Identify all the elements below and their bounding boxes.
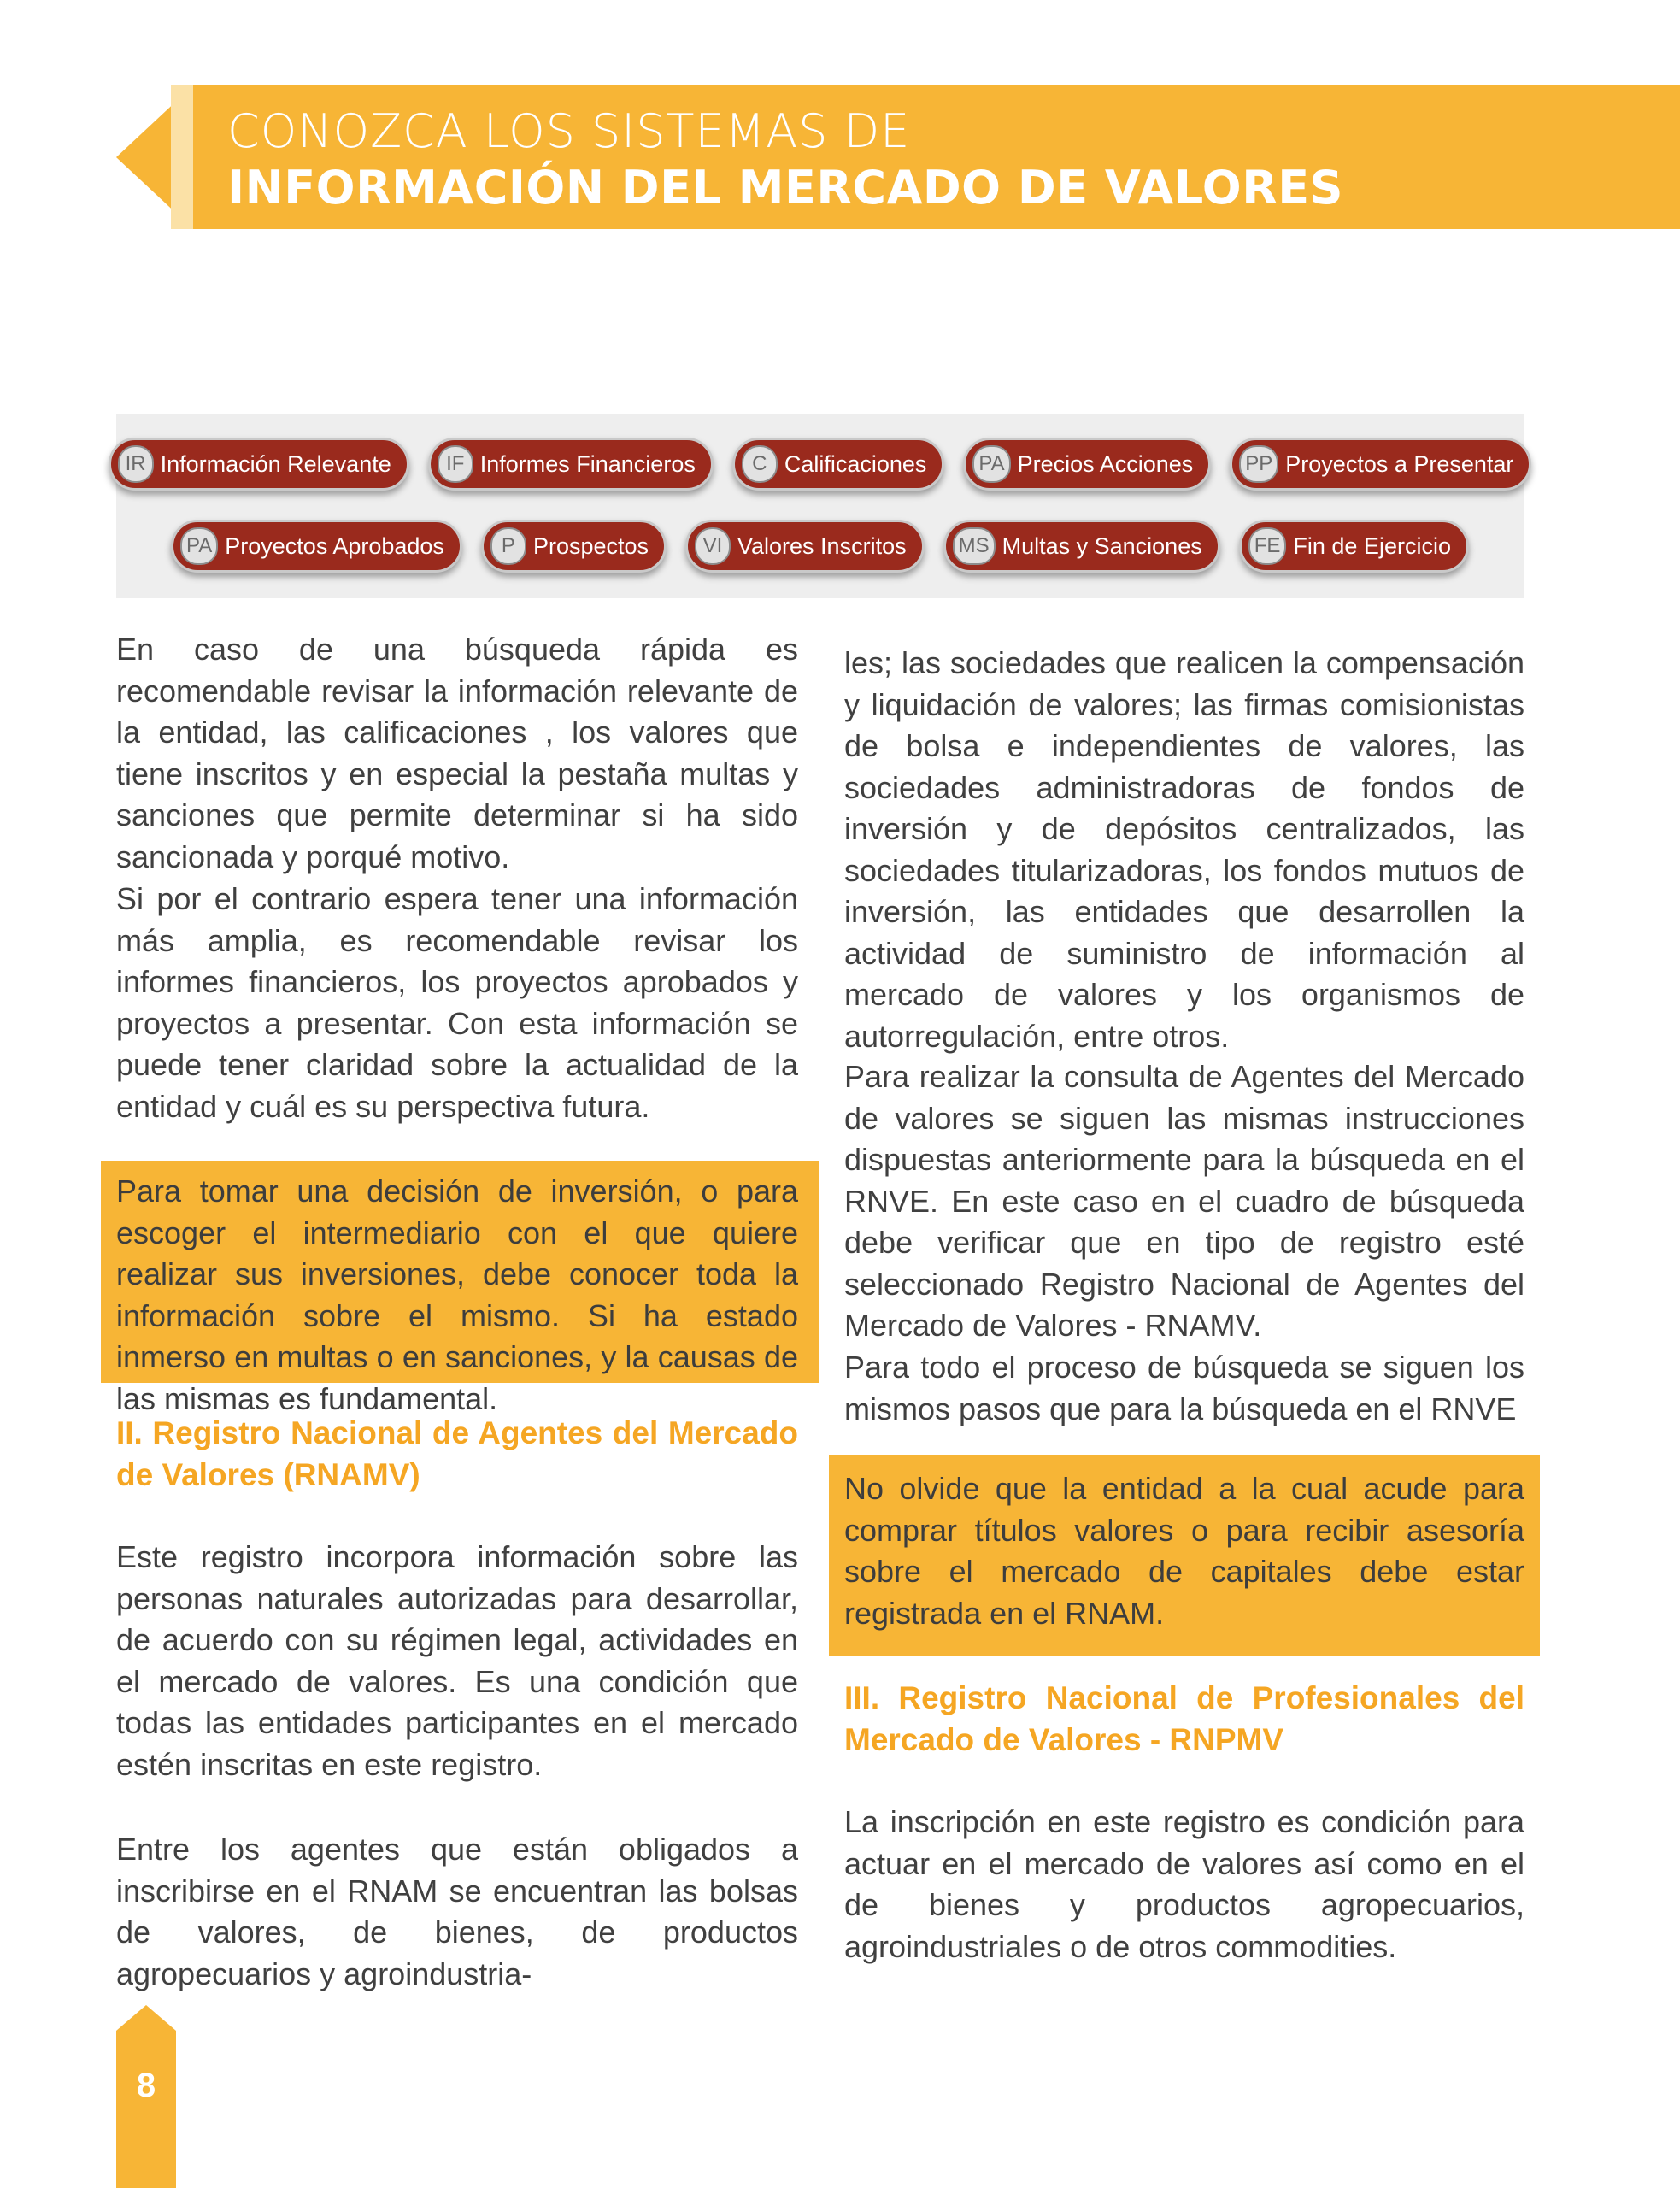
tab-label: Precios Acciones <box>1017 450 1194 477</box>
page-number-bar <box>116 2031 176 2188</box>
header-stripe <box>171 85 193 229</box>
tab-code-badge: IF <box>438 445 473 483</box>
tab-row-1 <box>116 438 1524 494</box>
tab-multas-y-sanciones[interactable] <box>943 520 1220 573</box>
right-paragraph-1: les; las sociedades que realicen la compensación y liquidación de valores; las firmas comisionistas de bolsa e independientes de valores, las sociedades administradoras de fondos de inversión y de depósitos centralizados, las sociedades titularizadoras, los fondos mutuos de inversión, las entidades que desarrollen la actividad de suministro de información al mercado de valores y los organismos de autorregulación, entre otros. <box>844 645 1524 1054</box>
header-title-line2: INFORMACIÓN DEL MERCADO DE VALORES <box>227 161 1344 215</box>
tab-code-badge: P <box>490 527 526 565</box>
tab-label: Fin de Ejercicio <box>1293 532 1451 559</box>
right-highlight-text: No olvide que la entidad a la cual acude para comprar títulos valores o para recibir asesoría sobre el mercado de capitales debe estar registrada en el RNAM. <box>844 1471 1524 1631</box>
tabs-screenshot <box>116 414 1524 598</box>
tab-label: Información Relevante <box>160 450 391 477</box>
left-paragraph-3: Este registro incorpora información sobre las personas naturales autorizadas para desarrollar, de acuerdo con su régimen legal, actividades en el mercado de valores. Es una condición que todas las entidades participantes en el mercado estén inscritas en este registro. <box>116 1539 798 1782</box>
right-paragraph-4: La inscripción en este registro es condición para actuar en el mercado de valores así como en el de bienes y productos agropecuarios, agroindustriales o de otros commodities. <box>844 1804 1524 1964</box>
tab-proyectos-aprobados[interactable] <box>171 520 462 573</box>
tab-label: Valores Inscritos <box>737 532 907 559</box>
tab-label: Proyectos Aprobados <box>225 532 444 559</box>
left-paragraph-1: En caso de una búsqueda rápida es recomendable revisar la información relevante de la entidad, las calificaciones , los valores que tiene inscritos y en especial la pestaña multas y sanciones que permite determinar si ha sido sancionada y porqué motivo. <box>116 632 798 874</box>
section-heading-rnpmv: III. Registro Nacional de Profesionales del Mercado de Valores - RNPMV <box>844 1680 1524 1757</box>
tab-label: Multas y Sanciones <box>1002 532 1202 559</box>
tab-code-badge: IR <box>118 445 154 483</box>
left-paragraph-2: Si por el contrario espera tener una información más amplia, es recomendable revisar los informes financieros, los proyectos aprobados y proyectos a presentar. Con esta información se puede tener claridad sobre la actualidad de la entidad y cuál es su perspectiva futura. <box>116 881 798 1124</box>
tab-label: Proyectos a Presentar <box>1285 450 1514 477</box>
left-highlight-text: Para tomar una decisión de inversión, o para escoger el intermediario con el que quiere realizar sus inversiones, debe conocer toda la información sobre el mismo. Si ha estado inmerso en multas o en sanciones, y la causas de las mismas es fundamental. <box>116 1173 798 1416</box>
tab-row-2 <box>116 520 1524 576</box>
tab-code-badge: FE <box>1248 527 1287 565</box>
tab-code-badge: MS <box>953 527 996 565</box>
right-highlight-box <box>829 1455 1540 1656</box>
tab-label: Informes Financieros <box>479 450 696 477</box>
tab-code-badge: C <box>742 445 778 483</box>
header-title-line1: CONOZCA LOS SISTEMAS DE <box>227 104 911 158</box>
right-paragraph-2: Para realizar la consulta de Agentes del Mercado de valores se siguen las mismas instrucciones dispuestas anteriormente para la búsqueda en el RNVE. En este caso en el cuadro de búsqueda debe verificar que en tipo de registro esté seleccionado Registro Nacional de Agentes del Mercado de Valores - RNAMV. <box>844 1059 1524 1343</box>
tab-valores-inscritos[interactable] <box>685 520 925 573</box>
tab-calificaciones[interactable] <box>732 438 945 491</box>
tab-label: Prospectos <box>532 532 649 559</box>
tab-code-badge: PA <box>180 527 218 565</box>
tab-precios-acciones[interactable] <box>963 438 1211 491</box>
tab-informes-financieros[interactable] <box>428 438 714 491</box>
tab-code-badge: PP <box>1239 445 1278 483</box>
tab-label: Calificaciones <box>784 450 927 477</box>
tab-fin-de-ejercicio[interactable] <box>1239 520 1469 573</box>
right-paragraph-3: Para todo el proceso de búsqueda se siguen los mismos pasos que para la búsqueda en el RNVE <box>844 1350 1524 1426</box>
tab-proyectos-a-presentar[interactable] <box>1230 438 1531 491</box>
tab-code-badge: VI <box>695 527 731 565</box>
tab-prospectos[interactable] <box>481 520 667 573</box>
tab-code-badge: PA <box>972 445 1010 483</box>
left-highlight-box <box>101 1161 819 1416</box>
section-heading-rnamv: II. Registro Nacional de Agentes del Mercado de Valores (RNAMV) <box>116 1415 798 1492</box>
left-paragraph-4: Entre los agentes que están obligados a inscribirse en el RNAM se encuentran las bolsas de valores, de bienes, de productos agropecuarios y agroindustria- <box>116 1832 798 1991</box>
page-number: 8 <box>136 2067 156 2104</box>
page-number-tip <box>116 2005 176 2031</box>
tab-informacion-relevante[interactable] <box>109 438 409 491</box>
